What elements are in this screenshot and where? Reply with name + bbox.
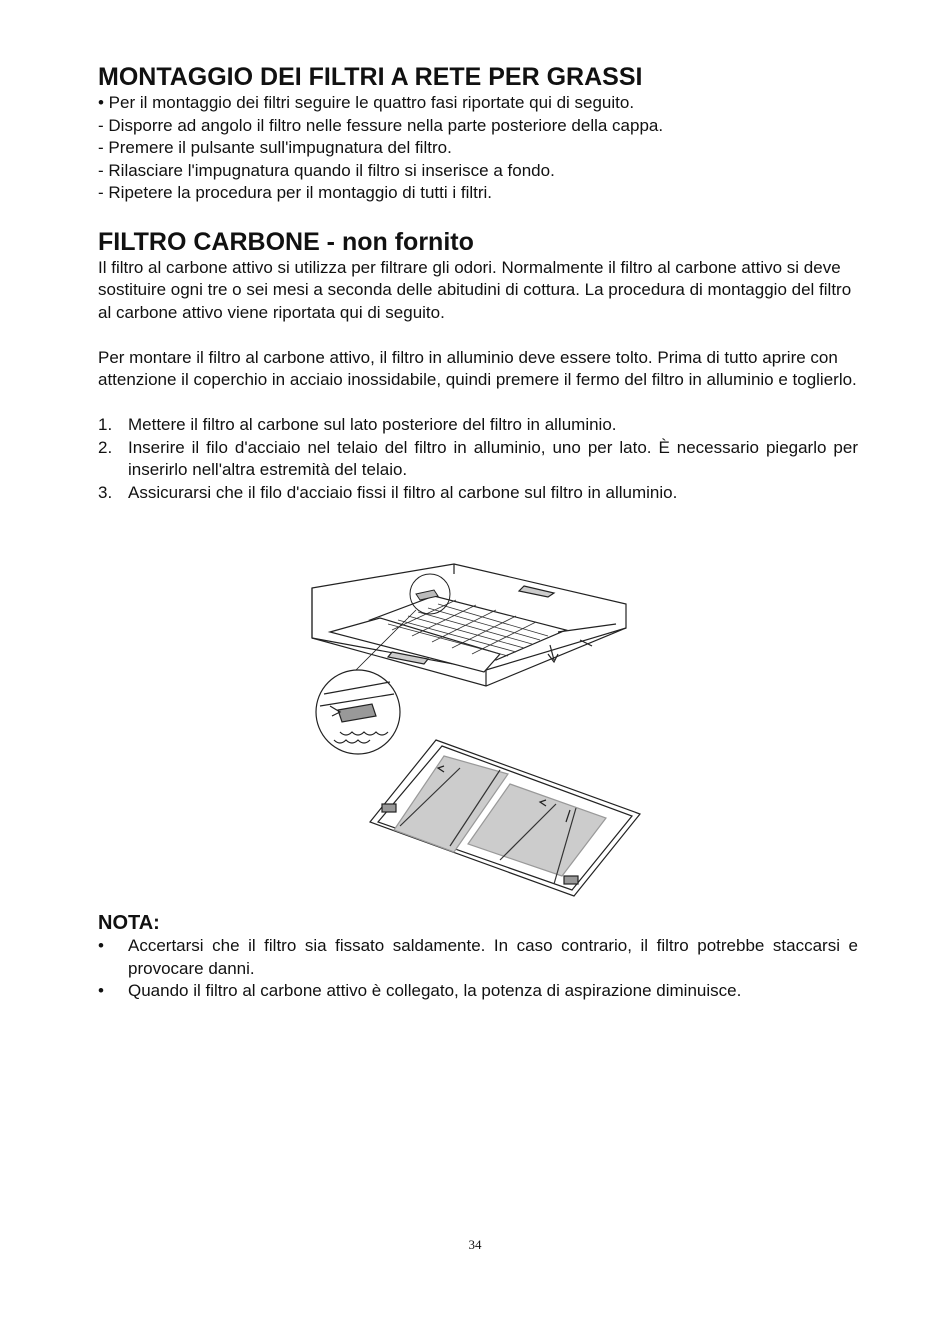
note-list	[98, 935, 858, 1003]
filter-installation-illustration	[310, 560, 650, 898]
list-item	[98, 980, 858, 1003]
page-content	[98, 62, 858, 504]
instruction-line: - Ripetere la procedura per il montaggio di tutti i filtri.	[98, 183, 493, 202]
list-item	[98, 414, 858, 437]
bullet: •	[98, 981, 104, 1000]
page-number: 34	[468, 1237, 482, 1252]
section-title-grease-filters: MONTAGGIO DEI FILTRI A RETE PER GRASSI	[98, 63, 643, 91]
carbon-filter-intro: Il filtro al carbone attivo si utilizza per filtrare gli odori. Normalmente il filtro al carbone attivo si deve sostituire ogni tre o sei mesi a seconda delle abitudini di cottura. La procedura di montaggio del filtro al carbone attivo viene riportata qui di seguito.	[98, 257, 852, 322]
instruction-line: - Disporre ad angolo il filtro nelle fessure nella parte posteriore della cappa.	[98, 115, 664, 135]
hood-drawing	[312, 564, 626, 686]
note-text: Accertarsi che il filtro sia fissato saldamente. In caso contrario, il filtro potrebbe staccarsi e provocare danni.	[128, 936, 858, 978]
note-section	[98, 911, 858, 1003]
zoom-circle-detail	[316, 670, 400, 754]
steps-list	[98, 414, 858, 504]
list-item	[98, 935, 858, 980]
bullet: •	[98, 936, 104, 955]
step-number: 1.	[98, 415, 113, 434]
step-text: Mettere il filtro al carbone sul lato posteriore del filtro in alluminio.	[128, 415, 617, 434]
instruction-line: • Per il montaggio dei filtri seguire le quattro fasi riportate qui di seguito.	[98, 93, 635, 112]
section-title-carbon-filter: FILTRO CARBONE - non fornito	[98, 227, 474, 256]
list-item	[98, 437, 858, 482]
step-number: 2.	[98, 437, 113, 457]
instruction-line: - Rilasciare l'impugnatura quando il filtro si inserisce a fondo.	[98, 160, 555, 180]
note-text: Quando il filtro al carbone attivo è collegato, la potenza di aspirazione diminuisce.	[128, 981, 742, 1000]
carbon-filter-removal: Per montare il filtro al carbone attivo, il filtro in alluminio deve essere tolto. Prima di tutto aprire con attenzione il coperchio in acciaio inossidabile, quindi premere il fermo del filtro in alluminio e toglierlo.	[98, 347, 857, 389]
step-text: Inserire il filo d'acciaio nel telaio del filtro in alluminio, uno per lato. È necessario piegarlo per inserirlo nell'altra estremità del telaio.	[128, 437, 858, 479]
step-number: 3.	[98, 482, 113, 502]
carbon-filter-frame	[370, 740, 640, 896]
instruction-line: - Premere il pulsante sull'impugnatura del filtro.	[98, 138, 452, 157]
note-title: NOTA:	[98, 912, 160, 934]
list-item	[98, 482, 858, 505]
step-text: Assicurarsi che il filo d'acciaio fissi il filtro al carbone sul filtro in alluminio.	[128, 482, 678, 502]
